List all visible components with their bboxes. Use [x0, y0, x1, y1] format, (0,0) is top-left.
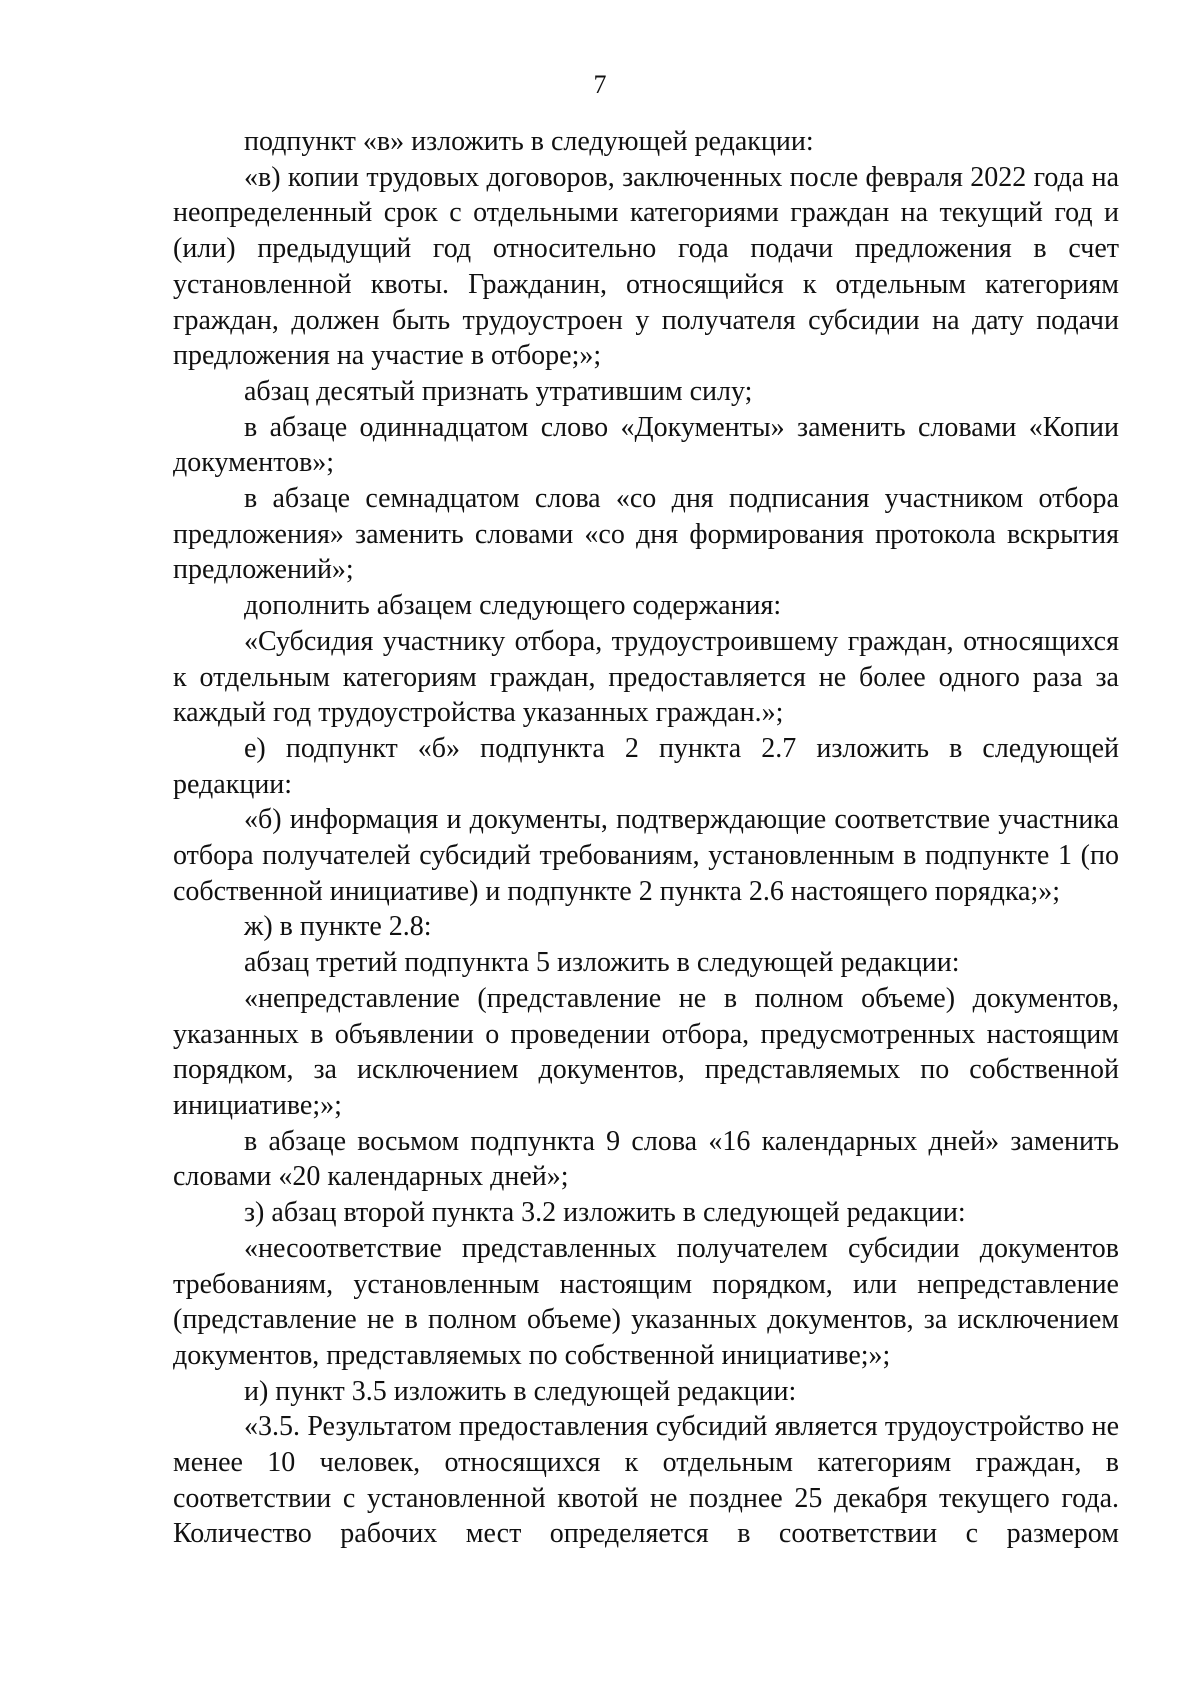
- paragraph: в абзаце семнадцатом слова «со дня подписания участником отбора предложения» заменить словами «со дня формирования протокола вскрытия предложений»;: [173, 483, 1119, 586]
- document-body: [173, 124, 1119, 1552]
- paragraph: абзац третий подпункта 5 изложить в следующей редакции:: [244, 947, 960, 979]
- paragraph: «непредставление (представление не в полном объеме) документов, указанных в объявлении о проведении отбора, предусмотренных настоящим порядком, за исключением документов, представляемых по собственной инициативе;»;: [173, 982, 1119, 1121]
- paragraph: в абзаце одиннадцатом слово «Документы» заменить словами «Копии документов»;: [173, 411, 1119, 479]
- paragraph: абзац десятый признать утратившим силу;: [244, 375, 753, 407]
- page-number: 7: [593, 70, 607, 99]
- paragraph: з) абзац второй пункта 3.2 изложить в следующей редакции:: [244, 1197, 966, 1229]
- paragraph: «несоответствие представленных получателем субсидии документов требованиям, установленным настоящим порядком, или непредставление (представление не в полном объеме) указанных документов, за исключением документов, представляемых по собственной инициативе;»;: [173, 1232, 1119, 1371]
- paragraph: ж) в пункте 2.8:: [244, 911, 432, 943]
- paragraph: дополнить абзацем следующего содержания:: [244, 590, 782, 622]
- paragraph: «Субсидия участнику отбора, трудоустроившему граждан, относящихся к отдельным категориям граждан, предоставляется не более одного раза за каждый год трудоустройства указанных граждан.»;: [173, 625, 1119, 729]
- paragraph: в абзаце восьмом подпункта 9 слова «16 календарных дней» заменить словами «20 календарных дней»;: [173, 1125, 1119, 1193]
- paragraph: «в) копии трудовых договоров, заключенных после февраля 2022 года на неопределенный срок с отдельными категориями граждан на текущий год и (или) предыдущий год относительно года подачи предложения в счет установленной квоты. Гражданин, относящийся к отдельным категориям граждан, должен быть трудоустроен у получателя субсидии на дату подачи предложения на участие в отборе;»;: [173, 161, 1119, 372]
- paragraph: «3.5. Результатом предоставления субсидий является трудоустройство не менее 10 человек, относящихся к отдельным категориям граждан, в соответствии с установленной квотой не позднее 25 декабря текущего года. Количество рабочих мест определяется в соответствии с размером: [173, 1411, 1119, 1550]
- paragraph: и) пункт 3.5 изложить в следующей редакции:: [244, 1375, 797, 1407]
- paragraph: е) подпункт «б» подпункта 2 пункта 2.7 изложить в следующей редакции:: [173, 732, 1119, 800]
- paragraph: «б) информация и документы, подтверждающие соответствие участника отбора получателей субсидий требованиям, установленным в подпункте 1 (по собственной инициативе) и подпункте 2 пункта 2.6 настоящего порядка;»;: [173, 804, 1119, 907]
- paragraph: подпункт «в» изложить в следующей редакции:: [244, 126, 814, 157]
